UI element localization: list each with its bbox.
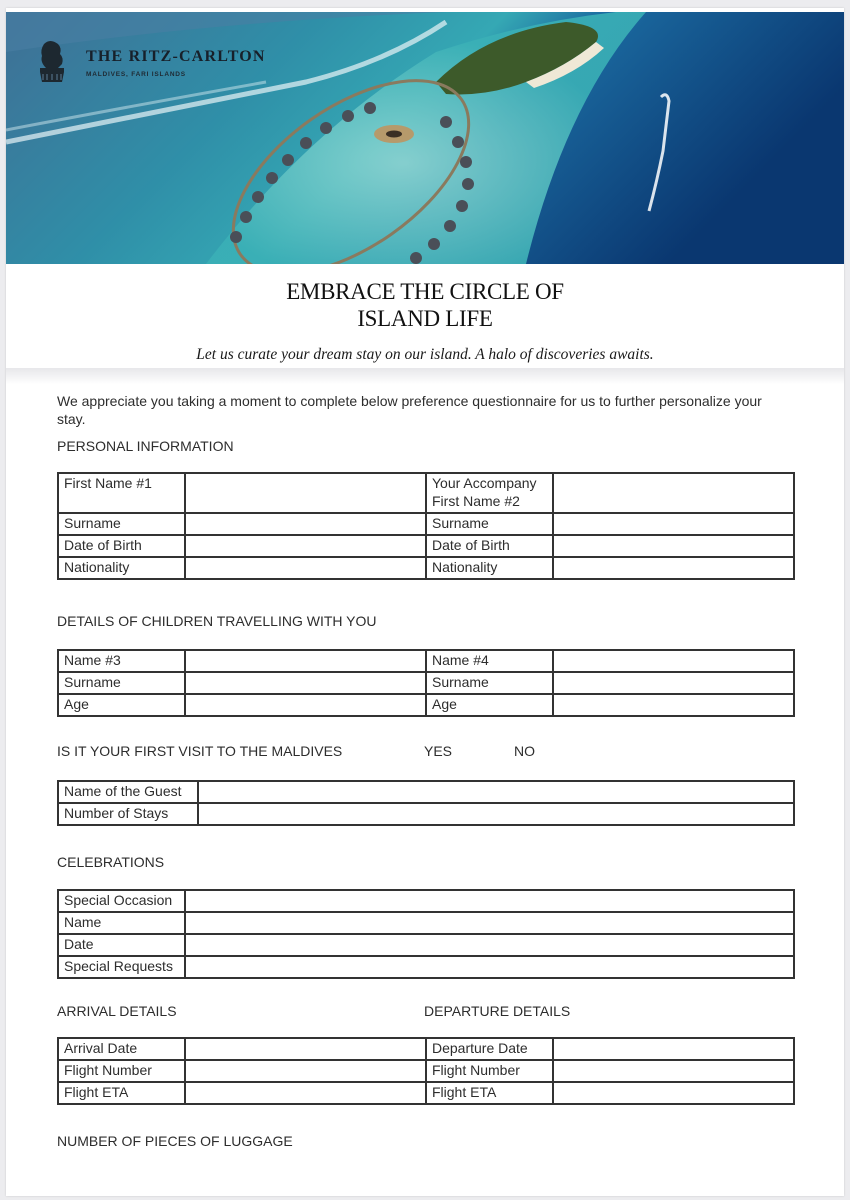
arrival-date-field[interactable] [185, 1038, 426, 1060]
number-of-stays-input[interactable] [199, 804, 793, 824]
first-visit-question: IS IT YOUR FIRST VISIT TO THE MALDIVES [57, 743, 343, 759]
first-name-1-field[interactable] [185, 473, 426, 513]
personal-info-title: PERSONAL INFORMATION [57, 438, 234, 454]
child-age-3-input[interactable] [186, 695, 425, 715]
field-label: Date of Birth [426, 535, 553, 557]
child-age-4-input[interactable] [554, 695, 793, 715]
departure-title: DEPARTURE DETAILS [424, 1003, 571, 1019]
table-row [58, 1082, 794, 1104]
arrival-title: ARRIVAL DETAILS [57, 1003, 177, 1019]
brand-location: MALDIVES, FARI ISLANDS [86, 71, 186, 78]
surname-2-field[interactable] [553, 513, 794, 535]
table-row [58, 694, 794, 716]
child-surname-3-field[interactable] [185, 672, 426, 694]
brand-logo [34, 38, 266, 84]
guest-name-field[interactable] [198, 781, 794, 803]
tagline: Let us curate your dream stay on our island. A halo of discoveries awaits. [196, 346, 654, 363]
headline-line-2: ISLAND LIFE [357, 306, 493, 331]
departure-flight-number-field[interactable] [553, 1060, 794, 1082]
field-label: Name [58, 912, 185, 934]
child-surname-3-input[interactable] [186, 673, 425, 693]
child-age-4-field[interactable] [553, 694, 794, 716]
table-row [58, 557, 794, 579]
table-row [58, 1060, 794, 1082]
field-label: Flight ETA [426, 1082, 553, 1104]
field-label: Special Occasion [58, 890, 185, 912]
field-label: Surname [426, 513, 553, 535]
dob-2-field[interactable] [553, 535, 794, 557]
celebrations-title: CELEBRATIONS [57, 854, 165, 870]
celebration-date-input[interactable] [186, 935, 793, 955]
field-label: Special Requests [58, 956, 185, 978]
table-row [58, 890, 794, 912]
personal-info-table [57, 472, 795, 580]
field-label: Date of Birth [58, 535, 185, 557]
dob-2-input[interactable] [554, 536, 793, 556]
child-surname-4-input[interactable] [554, 673, 793, 693]
field-label: Departure Date [426, 1038, 553, 1060]
field-label: Number of Stays [58, 803, 198, 825]
table-row [58, 956, 794, 978]
brand-name: THE RITZ-CARLTON [86, 48, 266, 65]
field-label: Age [58, 694, 185, 716]
departure-date-input[interactable] [554, 1039, 793, 1059]
field-label: Name #4 [426, 650, 553, 672]
first-name-2-field[interactable] [553, 473, 794, 513]
table-row [58, 672, 794, 694]
departure-flight-number-input[interactable] [554, 1061, 793, 1081]
first-name-1-input[interactable] [186, 474, 425, 512]
first-name-2-input[interactable] [554, 474, 793, 512]
child-name-3-input[interactable] [186, 651, 425, 671]
luggage-title: NUMBER OF PIECES OF LUGGAGE [57, 1133, 293, 1149]
guest-table [57, 780, 795, 826]
field-label: Name of the Guest [58, 781, 198, 803]
child-surname-4-field[interactable] [553, 672, 794, 694]
table-row [58, 934, 794, 956]
dob-1-field[interactable] [185, 535, 426, 557]
field-label: Nationality [58, 557, 185, 579]
intro-text: We appreciate you taking a moment to complete below preference questionnaire for us to further personalize your stay. [57, 393, 762, 427]
child-name-4-input[interactable] [554, 651, 793, 671]
special-occasion-input[interactable] [186, 891, 793, 911]
table-row [58, 781, 794, 803]
arrival-flight-number-field[interactable] [185, 1060, 426, 1082]
field-label: First Name #1 [58, 473, 185, 513]
field-label: Name #3 [58, 650, 185, 672]
table-row [58, 912, 794, 934]
field-label: Age [426, 694, 553, 716]
surname-1-input[interactable] [186, 514, 425, 534]
nationality-2-input[interactable] [554, 558, 793, 578]
field-label: Flight Number [426, 1060, 553, 1082]
first-visit-row [57, 743, 793, 761]
section-divider [6, 368, 844, 384]
table-row [58, 535, 794, 557]
questionnaire-page [6, 8, 844, 1196]
table-row [58, 650, 794, 672]
guest-name-input[interactable] [199, 782, 793, 802]
special-occasion-field[interactable] [185, 890, 794, 912]
dob-1-input[interactable] [186, 536, 425, 556]
arrival-flight-number-input[interactable] [186, 1061, 425, 1081]
surname-1-field[interactable] [185, 513, 426, 535]
table-row [58, 803, 794, 825]
travel-table [57, 1037, 795, 1105]
celebration-date-field[interactable] [185, 934, 794, 956]
child-name-3-field[interactable] [185, 650, 426, 672]
special-requests-input[interactable] [186, 957, 793, 977]
special-requests-field[interactable] [185, 956, 794, 978]
table-row [58, 473, 794, 513]
surname-2-input[interactable] [554, 514, 793, 534]
field-label: Nationality [426, 557, 553, 579]
celebration-name-field[interactable] [185, 912, 794, 934]
celebration-name-input[interactable] [186, 913, 793, 933]
field-label: Surname [58, 513, 185, 535]
first-visit-no-option[interactable]: NO [514, 743, 535, 759]
field-label: Surname [426, 672, 553, 694]
table-row [58, 513, 794, 535]
table-row [58, 1038, 794, 1060]
headline-line-1: EMBRACE THE CIRCLE OF [286, 279, 564, 304]
children-table [57, 649, 795, 717]
lion-crest-icon [34, 38, 70, 84]
nationality-1-input[interactable] [186, 558, 425, 578]
first-visit-yes-option[interactable]: YES [424, 743, 453, 759]
field-label: Flight Number [58, 1060, 185, 1082]
child-age-3-field[interactable] [185, 694, 426, 716]
departure-flight-eta-input[interactable] [554, 1083, 793, 1103]
field-label: Your Accompany First Name #2 [426, 473, 553, 513]
field-label: Flight ETA [58, 1082, 185, 1104]
number-of-stays-field[interactable] [198, 803, 794, 825]
departure-date-field[interactable] [553, 1038, 794, 1060]
field-label: Date [58, 934, 185, 956]
field-label: Surname [58, 672, 185, 694]
field-label: Arrival Date [58, 1038, 185, 1060]
arrival-flight-eta-field[interactable] [185, 1082, 426, 1104]
nationality-2-field[interactable] [553, 557, 794, 579]
preference-form [57, 392, 793, 1149]
child-name-4-field[interactable] [553, 650, 794, 672]
arrival-flight-eta-input[interactable] [186, 1083, 425, 1103]
headline [6, 278, 844, 332]
hero-image [6, 12, 844, 264]
celebrations-table [57, 889, 795, 979]
arrival-date-input[interactable] [186, 1039, 425, 1059]
nationality-1-field[interactable] [185, 557, 426, 579]
headline-block [6, 264, 844, 368]
children-title: DETAILS OF CHILDREN TRAVELLING WITH YOU [57, 613, 377, 629]
departure-flight-eta-field[interactable] [553, 1082, 794, 1104]
